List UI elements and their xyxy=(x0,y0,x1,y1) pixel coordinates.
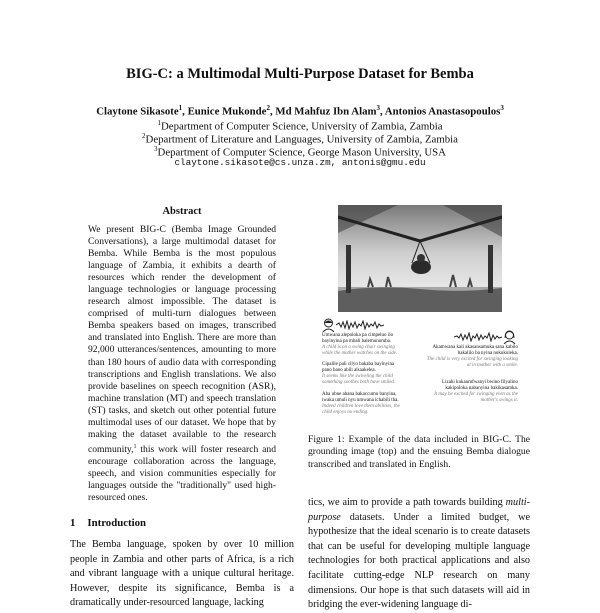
dialogue-turn-4: Lizahi kukaumfwanyi bwino filyalino kakipoloka nabanyina bakikasamka. It may be excited for swinging even as the mother's swings it. xyxy=(434,380,518,403)
speaker-b-icon xyxy=(503,330,516,344)
author-list: Claytone Sikasote$^1$, Eunice Mukonde$^2$, Md Mahfuz Ibn Alam$^3$, Antonios Anastasopoulos$^3$ xyxy=(96,104,504,118)
abstract-heading: Abstract xyxy=(162,206,202,217)
affiliation-1: $^1$Department of Computer Science, University of Zambia, Zambia xyxy=(157,119,443,133)
affiliation-2: $^2$Department of Literature and Languages, University of Zambia, Zambia xyxy=(142,132,458,146)
audio-waveform-icon xyxy=(454,332,502,342)
dialogue-turn-3: Cipalile pali cilyo bakaba bayinyina pano bano abili alsaakelea. It seems like the swiveling the child something soothes both have smiled. xyxy=(322,362,396,385)
affiliation-3: $^3$Department of Computer Science, George Mason University, USA xyxy=(154,145,446,159)
footnote-mark[interactable]: 1 xyxy=(133,443,137,450)
dialogue-turn-5: Aba ubne abana bakaccumu banyina, iwaka umuli nyu umwana ichabili tha. Indeed children love them abilities, the child enjoys no ending. xyxy=(322,392,400,415)
grounding-photo xyxy=(338,205,502,312)
author-name: Claytone Sikasote xyxy=(96,105,179,118)
section-heading: 1 Introduction xyxy=(70,517,147,529)
author-name: Eunice Mukonde xyxy=(187,105,267,118)
figure-caption: Figure 1: Example of the data included in BIG-C. The grounding image (top) and the ensuing Bemba dialogue transcribed and translated in English. xyxy=(308,434,530,470)
author-name: Antonios Anastasopoulos xyxy=(384,105,501,118)
right-column-paragraph: tics, we aim to provide a path towards building multi-purpose datasets. Under a limited budget, we hypothesize that the ideal scenario is to create datasets that can be useful for developing multiple language technologies for both practical applications and also facilitate cutting-edge NLP research on many dimensions. Our hope is that such datasets will aid in bridging the ever-widening language di- xyxy=(308,497,530,611)
author-name: Md Mahfuz Ibn Alam xyxy=(275,105,377,118)
dialogue-turn-1: Umwana alepoloka pa cimpeluo ilo bayinyina pa mbali balemunomba. A child is on a swing chair swinging while the mother watches on the side. xyxy=(322,333,398,356)
audio-waveform-icon xyxy=(336,320,384,330)
abstract-body: We present BIG-C (Bemba Image Grounded Conversations), a large multimodal dataset for Bemba. While Bemba is the most populous language of Zambia, it exhibits a dearth of resources which render the development of language technologies or language processing research almost impossible. The dataset is comprised of multi-turn dialogues between Bemba speakers based on images, transcribed and translated into English. There are more than 92,000 utterances/sentences, amounting to more than 180 hours of audio data with corresponding transcriptions and English translations. We also provide baselines on speech recognition (ASR), machine translation (MT) and speech translation (ST) tasks, and sketch out other potential future multimodal uses of our dataset. We hope that by making the dataset available to the research community,$^1$ this work will foster research and encourage collaboration across the language, speech, and vision communities especially for languages outside the "traditionally" used high-resourced ones. xyxy=(88,224,276,504)
dialogue-turn-2: Akamwana kali akasansamuka sana kabilo bakalilo ba nyina nokukuleka. The child is very excited for swinging looking at in mother with a smile. xyxy=(426,345,518,368)
intro-paragraph: The Bemba language, spoken by over 10 million people in Zambia and other parts of Africa, is a rich and vibrant language with a unique cultural heritage. However, despite its significance, Bemba is a dramatically under-resourced language, lacking xyxy=(70,539,294,609)
author-emails[interactable]: claytone.sikasote@cs.unza.zm, antonis@gmu.edu xyxy=(174,157,426,168)
paper-title: BIG-C: a Multimodal Multi-Purpose Dataset for Bemba xyxy=(126,66,474,82)
speaker-a-icon xyxy=(322,318,335,332)
